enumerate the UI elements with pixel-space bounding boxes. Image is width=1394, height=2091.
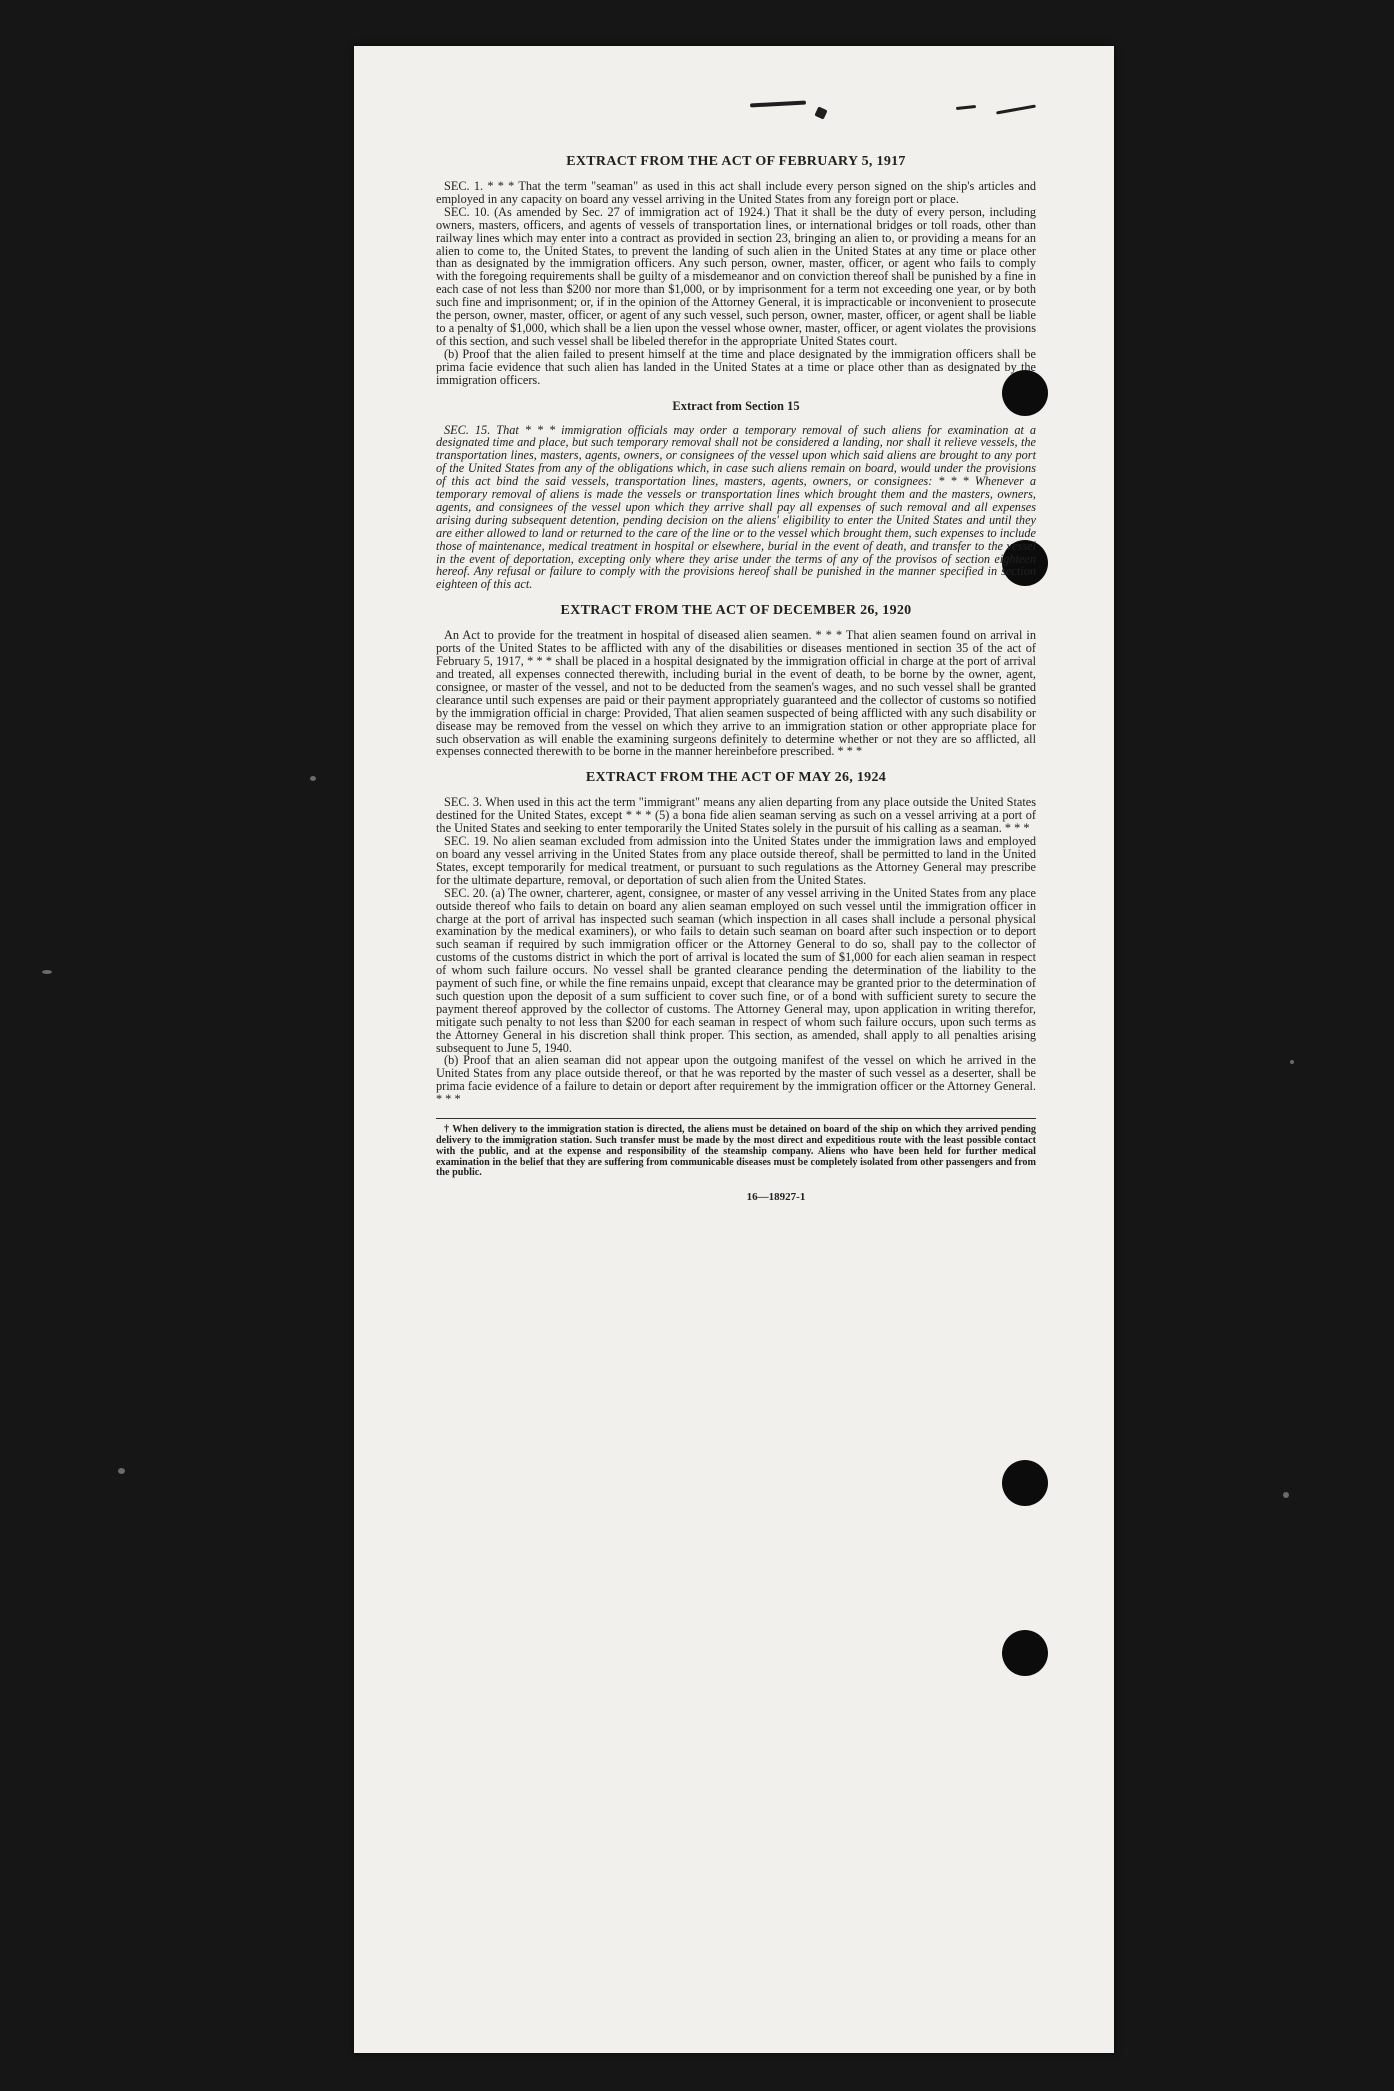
act-1924-section	[436, 770, 1036, 1106]
scan-speck	[1290, 1060, 1294, 1064]
footnote: † When delivery to the immigration station is directed, the aliens must be detained on board of the ship on which they arrived pending delivery to the immigration station. Such transfer must be made by the most direct and expeditious route with the least possible contact with the public, and at the expense and responsibility of the steamship company. Aliens who have been held for further medical examination in the belief that they are suffering from communicable diseases must be completely isolated from other passengers and from the public.	[436, 1124, 1036, 1179]
section-heading: EXTRACT FROM THE ACT OF FEBRUARY 5, 1917	[566, 154, 906, 169]
section-paragraph: SEC. 3. When used in this act the term "immigrant" means any alien departing from any place outside the United States destined for the United States, except * * * (5) a bona fide alien seaman serving as such on a vessel arriving at a port of the United States and seeking to enter temporarily the United States solely in the pursuit of his calling as a seaman. * * *	[436, 795, 1036, 836]
punch-hole	[1002, 1630, 1048, 1676]
section-heading: EXTRACT FROM THE ACT OF MAY 26, 1924	[585, 770, 887, 786]
act-1920-section	[436, 603, 1036, 758]
section-paragraph: An Act to provide for the treatment in hospital of diseased alien seamen. * * * That alien seamen found on arrival in ports of the United States to be afflicted with any of the disabilities or diseases mentioned in section 35 of the act of February 5, 1917, * * * shall be placed in a hospital designated by the immigration official in charge at the port of arrival and treated, all expenses connected therewith, including burial in the event of death, to be borne by the owner, agent, consignee, or master of the vessel, and not to be deducted from the seamen's wages, and no such vessel shall be granted clearance until such expenses are paid or their payment appropriately guaranteed and the collector of customs so notified by the immigration official in charge: Provided, That alien seamen suspected of being afflicted with any such disability or disease may be removed from the vessel on which they arrive to an immigration station or other appropriate place for such observation as will enable the examining surgeons definitely to determine whether or not they are so afflicted, all expenses connected therewith to be borne in the manner hereinbefore prescribed. * * *	[436, 628, 1036, 759]
pen-mark	[814, 106, 827, 119]
section-paragraph: SEC. 20. (a) The owner, charterer, agent, consignee, or master of any vessel arriving in the United States from any place outside thereof who fails to detain on board any alien seaman employed on such vessel until the immigration officer in charge at the port of arrival has inspected such seaman (which inspection in all cases shall include a personal physical examination by the medical examiners), or who fails to detain such seaman on board after such inspection or to deport such seaman if required by such immigration officer or the Attorney General to do so, shall pay to the collector of customs of the customs district in which the port of arrival is located the sum of $1,000 for each alien seaman in respect of whom such failure occurs. No vessel shall be granted clearance pending the determination of the liability to the payment of such fine, or while the fine remains unpaid, except that clearance may be granted prior to the determination of such question upon the deposit of a sum sufficient to cover such fine, or of a bond with sufficient surety to secure the payment thereof approved by the collector of customs. The Attorney General may, upon application in writing therefor, mitigate such penalty to not less than $200 for each seaman in respect of whom such failure occurs, upon such terms as the Attorney General in his discretion shall think proper. This section, as amended, shall apply to all penalties arising subsequent to June 5, 1940.	[436, 885, 1036, 1055]
section-paragraph: (b) Proof that an alien seaman did not appear upon the outgoing manifest of the vessel on which he arrived in the United States from any place outside thereof, or that he was reported by the master of such vessel as a deserter, shall be prima facie evidence of a failure to detain or deport after requirement by the immigration officer or the Attorney General. * * *	[436, 1053, 1036, 1107]
pen-mark	[750, 101, 806, 108]
scan-speck	[42, 970, 52, 974]
punch-hole	[1002, 1460, 1048, 1506]
section-15-extract	[436, 399, 1036, 592]
section-subheading: Extract from Section 15	[672, 398, 800, 413]
section-heading: EXTRACT FROM THE ACT OF DECEMBER 26, 1920	[560, 603, 912, 619]
scan-speck	[1283, 1492, 1289, 1498]
section-paragraph: SEC. 10. (As amended by Sec. 27 of immigration act of 1924.) That it shall be the duty of every person, including owners, masters, officers, and agents of vessels of transportation lines, or international bridges or toll roads, other than railway lines which may enter into a contract as provided in section 23, bringing an alien to, or providing a means for an alien to come to, the United States, to prevent the landing of such alien in the United States at any time or place other than as designated by the immigration officers. Any such person, owner, master, officer, or agent who fails to comply with the foregoing requirements shall be guilty of a misdemeanor and on conviction thereof shall be punished by a fine in each case of not less than $200 nor more than $1,000, or by imprisonment for a term not exceeding one year, or by both such fine and imprisonment; or, if in the opinion of the Attorney General, it is impracticable or inconvenient to prosecute the person, owner, master, officer, or agent of any such vessel, such person, owner, master, officer, or agent shall be liable to a penalty of $1,000, which shall be a lien upon the vessel whose owner, master, officer, or agent violates the provisions of this section, and such vessel shall be libeled therefor in the appropriate United States court.	[436, 204, 1036, 348]
form-number: 16—18927-1	[746, 1191, 806, 1204]
section-paragraph: SEC. 1. * * * That the term "seaman" as used in this act shall include every person signed on the ship's articles and employed in any capacity on board any vessel arriving in the United States from any foreign port or place.	[436, 179, 1036, 206]
pen-mark	[956, 105, 976, 110]
act-1917-section	[436, 154, 1036, 387]
scan-speck	[118, 1468, 125, 1474]
footnote-divider	[436, 1118, 1036, 1119]
document-body	[436, 154, 1036, 1203]
document-page	[354, 46, 1114, 2053]
scan-speck	[310, 776, 316, 781]
section-paragraph: SEC. 15. That * * * immigration officials may order a temporary removal of such aliens for examination at a designated time and place, but such temporary removal shall not be considered a landing, nor shall it relieve vessels, the transportation lines, masters, agents, owners, or consignees of the vessel upon which said aliens are brought to any port of the United States from any of the obligations which, in case such aliens remain on board, would under the provisions of this act bind the said vessels, transportation lines, masters, agents, owners, or consignees: * * * Whenever a temporary removal of aliens is made the vessels or transportation lines which brought them and the masters, owners, agents, and consignees of the vessel upon which they arrive shall pay all expenses of such removal and all expenses arising during subsequent detention, pending decision on the aliens' eligibility to enter the United States and until they are either allowed to land or returned to the care of the line or to the vessel which brought them, such expenses to include those of maintenance, medical treatment in hospital or elsewhere, burial in the event of death, and transfer to the vessel in the event of deportation, excepting only where they arise under the terms of any of the provisos of section eighteen hereof. Any refusal or failure to comply with the provisions hereof shall be punished in the manner specified in section eighteen of this act.	[436, 422, 1036, 592]
pen-mark	[996, 105, 1036, 115]
section-paragraph: SEC. 19. No alien seaman excluded from admission into the United States under the immigration laws and employed on board any vessel arriving in the United States from any place outside thereof, shall be permitted to land in the United States, except temporarily for medical treatment, or pursuant to such regulations as the Attorney General may prescribe for the ultimate departure, removal, or deportation of such alien from the United States.	[436, 834, 1036, 887]
section-paragraph: (b) Proof that the alien failed to present himself at the time and place designated by the immigration officers shall be prima facie evidence that such alien has landed in the United States at a time or place other than as designated by the immigration officers.	[436, 346, 1036, 387]
